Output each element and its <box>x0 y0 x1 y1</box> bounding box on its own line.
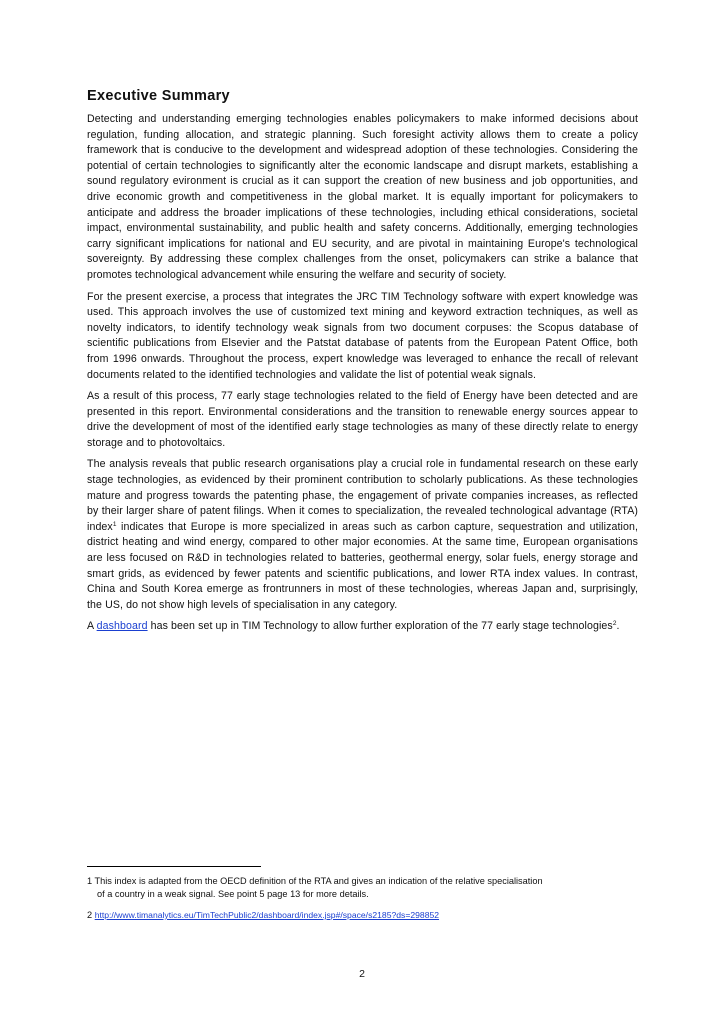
paragraph-3: As a result of this process, 77 early stage technologies related to the field of Energy have been detected and are presented in this report. Environmental considerations and the transition to renewable energy sources appear to drive the development of most of the identified early stage technologies as many of these directly relate to energy storage and to photovoltaics. <box>87 390 638 449</box>
paragraph-4 <box>87 457 638 613</box>
paragraph-4-part-1: The analysis reveals that public research organisations play a crucial role in fundamental research on these early stage technologies, as evidenced by their prominent contribution to scholarly publications. As these technologies mature and progress towards the patenting phase, the engagement of private companies increases, as reflected by their larger share of patent filings. When it comes to specialization, the revealed technological advantage (RTA) index <box>87 458 638 533</box>
footnote-1-text-line-1: This index is adapted from the OECD definition of the RTA and gives an indication of the relative specialisation <box>94 876 543 886</box>
paragraph-5-part-3: . <box>616 620 620 633</box>
page-number: 2 <box>359 968 365 980</box>
paragraph-2: For the present exercise, a process that integrates the JRC TIM Technology software with expert knowledge was used. This approach involves the use of customized text mining and keyword extraction techniques, as well as novelty indicators, to identify technology weak signals from two document corpuses: the Scopus database of scientific publications from Elsevier and the Patstat database of patents from the European Patent Office, both from 1996 onwards. Throughout the process, expert knowledge was leveraged to enhance the recall of relevant documents related to the identified technologies and validate the list of potential weak signals. <box>87 290 638 381</box>
footnote-2 <box>87 909 647 922</box>
body-text <box>87 112 638 641</box>
footnote-2-number: 2 <box>87 910 93 920</box>
page-title: Executive Summary <box>87 88 230 104</box>
footnote-2-link[interactable]: http://www.timanalytics.eu/TimTechPublic2/dashboard/index.jsp#/space/s2185?ds=298852 <box>94 910 440 920</box>
footnote-1-text-line-2: of a country in a weak signal. See point 5 page 13 for more details. <box>97 889 369 899</box>
dashboard-link[interactable]: dashboard <box>96 620 148 633</box>
paragraph-5 <box>87 619 638 635</box>
footnote-1 <box>87 875 647 901</box>
footnote-1-number: 1 <box>87 876 93 886</box>
footnotes <box>87 875 647 930</box>
footnote-ref-2[interactable]: 2 <box>612 620 617 628</box>
paragraph-1: Detecting and understanding emerging technologies enables policymakers to make informed decisions about regulation, funding allocation, and strategic planning. Such foresight activity allows them to create a policy framework that is conducive to the development and widespread adoption of these technologies. Considering the potential of certain technologies to significantly alter the economic landscape and disrupt markets, establishing a sound regulatory evironment is crucial as it can support the creation of new business and job opportunities, and drive economic growth and competitiveness in the global market. It is equally important for policymakers to anticipate and address the broader implications of these technologies, including ethical considerations, societal impact, environmental sustainability, and public health and safety concerns. Additionally, emerging technologies carry significant implications for national and EU security, and are pivotal in maintaining Europe's technological sovereignty. By addressing these complex challenges from the onset, policymakers can strike a balance that promotes technological advancement while ensuring the welfare and security of society. <box>87 113 638 281</box>
paragraph-5-part-1: A <box>87 620 97 633</box>
paragraph-5-part-2: has been set up in TIM Technology to allow further exploration of the 77 early stage technologies <box>147 620 613 633</box>
paragraph-4-part-2: indicates that Europe is more specialized in areas such as carbon capture, sequestration and utilization, district heating and wind energy, compared to other major economies. At the same time, European organisations are less focused on R&D in technologies related to batteries, geothermal energy, solar fuels, energy storage and smart grids, as evidenced by fewer patents and scientific publications, and lower RTA index values. In contrast, China and South Korea emerge as frontrunners in most of these technologies, whereas Japan and, surprisingly, the US, do not show high levels of specialisation in any category. <box>87 520 638 611</box>
footnote-divider <box>87 866 261 867</box>
footnote-ref-1[interactable]: 1 <box>112 520 117 528</box>
